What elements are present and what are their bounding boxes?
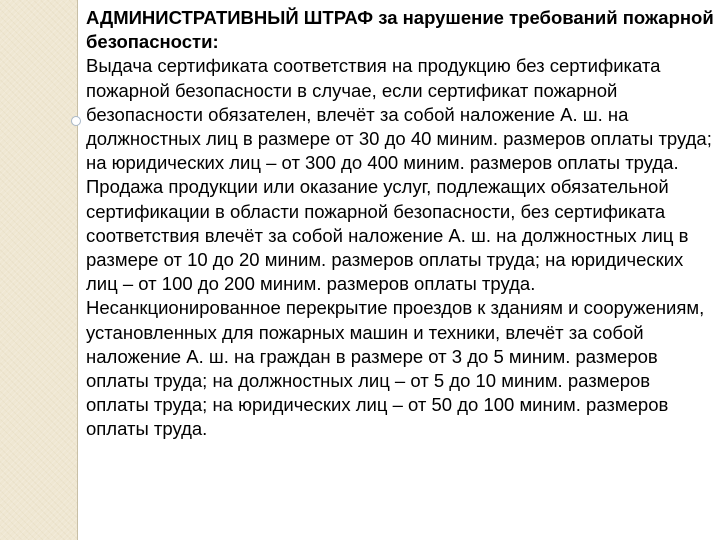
slide-text-block (86, 6, 716, 442)
vertical-divider (77, 0, 78, 540)
decorative-side-panel (0, 0, 77, 540)
slide-heading: АДМИНИСТРАТИВНЫЙ ШТРАФ за нарушение требований пожарной безопасности: (86, 7, 714, 53)
slide-body-text: Выдача сертификата соответствия на продукцию без сертификата пожарной безопасности в случае, если сертификат пожарной безопасности обязателен, влечёт за собой наложение А. ш. на должностных лиц в размере от 30 до 40 миним. размеров оплаты труда; на юридических лиц – от 300 до 400 миним. размеров оплаты труда. Продажа продукции или оказание услуг, подлежащих обязательной сертификации в области пожарной безопасности, без сертификата соответствия влечёт за собой наложение А. ш. на должностных лиц в размере от 10 до 20 миним. размеров оплаты труда; на юридических лиц – от 100 до 200 миним. размеров оплаты труда. Несанкционированное перекрытие проездов к зданиям и сооружениям, установленных для пожарных машин и техники, влечёт за собой наложение А. ш. на граждан в размере от 3 до 5 миним. размеров оплаты труда; на должностных лиц – от 5 до 10 миним. размеров оплаты труда; на юридических лиц – от 50 до 100 миним. размеров оплаты труда. (86, 55, 712, 440)
divider-circle-icon (71, 116, 81, 126)
